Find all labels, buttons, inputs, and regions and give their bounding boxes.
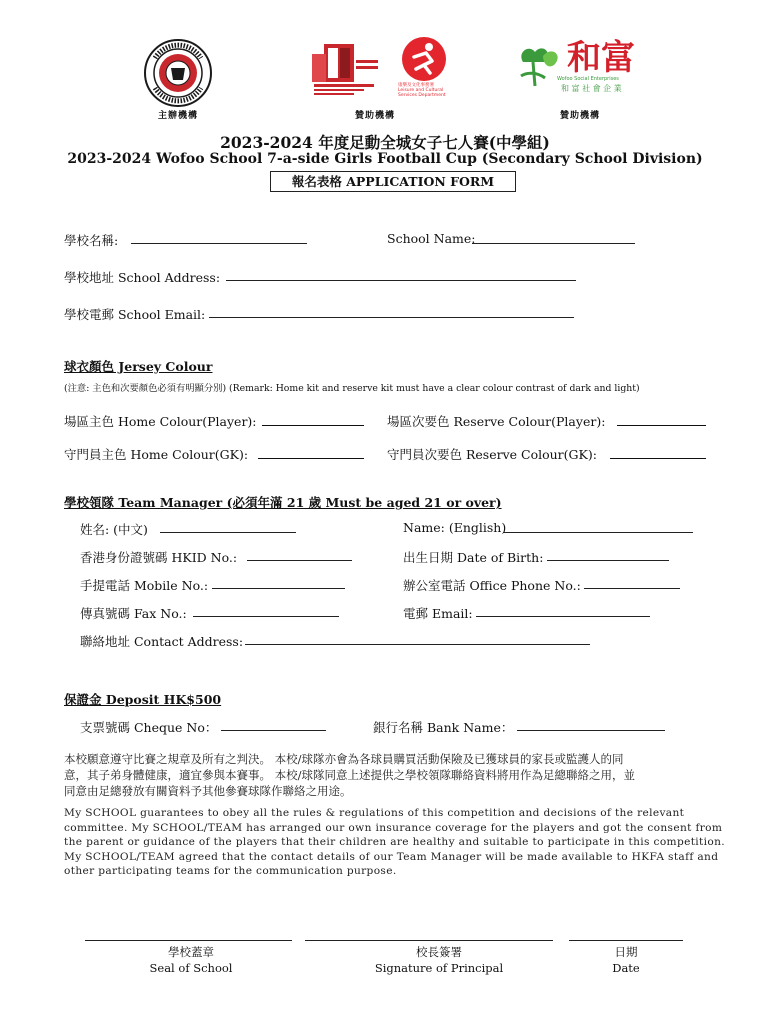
declaration-en-line-1: My SCHOOL guarantees to obey all the rules & regulations of this competition and decisions of the relevant [64,807,685,819]
manager-name-zh-label: 姓名: (中文) [80,522,148,537]
school-email-field[interactable] [209,317,574,318]
home-player-label: 場區主色 Home Colour(Player): [64,414,257,429]
title-zh: 2023-2024 年度足動全城女子七人賽(中學組) [220,133,550,152]
school-address-label: 學校地址 School Address: [64,270,221,285]
manager-name-en-field[interactable] [503,532,693,533]
title-en: 2023-2024 Wofoo School 7-a-side Girls Football Cup (Secondary School Division) [67,151,703,167]
wofoo-text-1: Wofoo Social Enterprises [557,76,619,82]
manager-name-en-label: Name: (English) [403,520,507,535]
deposit-heading: 保證金 Deposit HK$500 [64,692,222,707]
declaration-zh-line-2: 意，其子弟身體健康，適宜參與本賽事。 本校/球隊同意上述提供之學校領隊聯絡資料將用作為足總聯絡之用，並 [64,768,636,782]
bank-label: 銀行名稱 Bank Name： [373,720,514,735]
principal-line[interactable] [305,940,553,941]
lcsd-text-1: 康樂及文化事務署 [398,83,434,88]
home-player-field[interactable] [262,425,364,426]
reserve-player-field[interactable] [617,425,706,426]
seal-line[interactable] [85,940,292,941]
date-line[interactable] [569,940,683,941]
manager-office-field[interactable] [584,588,680,589]
seal-en: Seal of School [149,961,233,975]
manager-address-label: 聯絡地址 Contact Address: [80,634,244,649]
home-gk-field[interactable] [258,458,364,459]
reserve-gk-field[interactable] [610,458,706,459]
cheque-field[interactable] [221,730,326,731]
school-name-zh-label: 學校名稱: [64,233,119,248]
organizer-caption: 主辦機構 [157,111,198,121]
date-zh: 日期 [614,945,638,959]
building-icon [310,40,390,100]
manager-fax-label: 傳真號碼 Fax No.: [80,606,187,621]
jersey-note: (注意: 主色和次要顏色必須有明顯分別) (Remark: Home kit and reserve kit must have a clear colour contrast of dark and light) [64,383,640,394]
school-name-en-field[interactable] [472,243,635,244]
school-email-label: 學校電郵 School Email: [64,307,206,322]
reserve-player-label: 場區次要色 Reserve Colour(Player): [387,414,606,429]
school-name-en-label: School Name: [387,231,476,246]
declaration-en-line-2: committee. My SCHOOL/TEAM has arranged our own insurance coverage for the players and got the consent from [64,821,723,834]
lcsd-text-3: Services Department [398,93,446,98]
principal-en: Signature of Principal [374,961,504,975]
wofoo-chinese: 和富 [567,38,635,78]
manager-heading-text: 學校領隊 Team Manager (必須年滿 21 歲 Must be aged 21 or over) [64,495,502,510]
declaration-zh-line-3: 同意由足總發放有關資料予其他參賽球隊作聯絡之用途。 [64,784,352,798]
hkfa-emblem-icon [143,38,213,108]
home-gk-label: 守門員主色 Home Colour(GK): [64,447,249,462]
bank-field[interactable] [517,730,665,731]
manager-heading [64,493,502,511]
manager-fax-field[interactable] [193,616,339,617]
manager-mobile-label: 手提電話 Mobile No.: [80,578,209,593]
manager-email-field[interactable] [476,616,650,617]
wofoo-logo [515,40,645,96]
manager-name-zh-field[interactable] [160,532,296,533]
principal-zh: 校長簽署 [416,945,462,959]
wofoo-leaf-icon [515,42,565,90]
manager-office-label: 辦公室電話 Office Phone No.: [403,578,581,593]
wofoo-text-2: 和 富 社 會 企 業 [561,84,622,93]
manager-hkid-label: 香港身份證號碼 HKID No.: [80,550,238,565]
manager-address-field[interactable] [245,644,590,645]
lcsd-logo [398,35,458,97]
jersey-heading: 球衣顏色 Jersey Colour [64,359,213,374]
declaration-zh-line-1: 本校願意遵守比賽之規章及所有之判決。 本校/球隊亦會為各球員購買活動保險及已獲球員的家長或監護人的同 [64,752,624,766]
declaration-en [64,806,726,879]
hkfa-building-logo [310,40,390,100]
declaration-zh [64,751,714,799]
cheque-label: 支票號碼 Cheque No： [80,720,218,735]
manager-dob-label: 出生日期 Date of Birth: [403,550,544,565]
sponsor-caption-2: 贊助機構 [559,111,600,121]
reserve-gk-label: 守門員次要色 Reserve Colour(GK): [387,447,597,462]
lcsd-text-2: Leisure and Cultural [398,88,444,93]
declaration-en-line-5: other participating teams for the communication purpose. [64,865,397,877]
manager-dob-field[interactable] [547,560,669,561]
sponsor-caption-1: 贊助機構 [354,111,395,121]
declaration-en-line-3: the parent or guidance of the players that their children are healthy and suitable to participate in this competition. [64,836,726,848]
date-en: Date [612,961,640,975]
lcsd-runner-icon [400,35,448,83]
manager-email-label: 電郵 Email: [403,606,473,621]
school-name-zh-field[interactable] [131,243,307,244]
hkfa-logo [143,38,213,108]
school-address-field[interactable] [226,280,576,281]
manager-mobile-field[interactable] [212,588,345,589]
form-label: 報名表格 APPLICATION FORM [270,171,516,192]
manager-hkid-field[interactable] [247,560,352,561]
declaration-en-line-4: My SCHOOL/TEAM agreed that the contact details of our Team Manager will be made available to HKFA staff and [64,850,719,863]
seal-zh: 學校蓋章 [168,945,214,959]
